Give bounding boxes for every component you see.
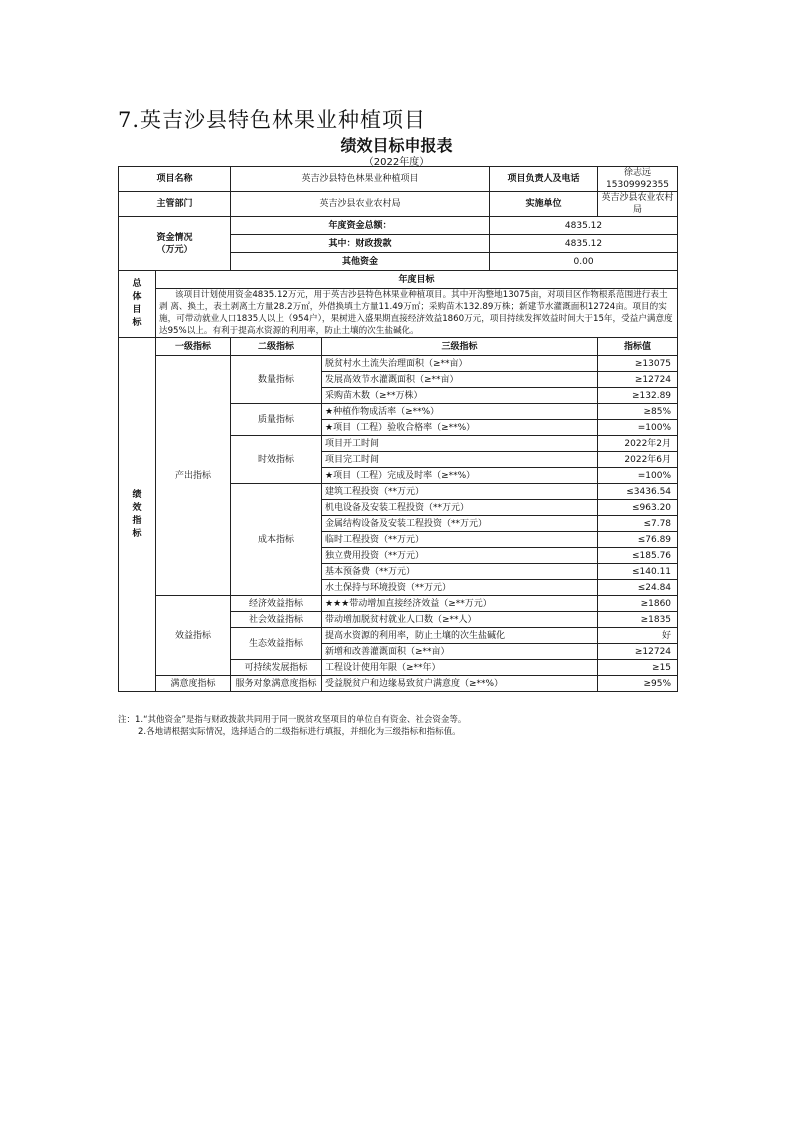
funds-label: 资金情况 （万元） bbox=[119, 217, 231, 271]
indicator-value: 2022年2月 bbox=[598, 436, 678, 452]
funds-fiscal-value: 4835.12 bbox=[490, 235, 678, 253]
leader-label: 项目负责人及电话 bbox=[490, 167, 598, 192]
footnote-2: 2.各地请根据实际情况，选择适合的二级指标进行填报，并细化为三级指标和指标值。 bbox=[138, 727, 461, 737]
indicator-name: 项目完工时间 bbox=[322, 452, 598, 468]
indicator-name: 新增和改善灌溉面积（≥**亩） bbox=[322, 644, 598, 660]
level1-benefit: 效益指标 bbox=[156, 596, 231, 676]
table-row bbox=[119, 356, 678, 372]
indicator-name: 带动增加脱贫村就业人口数（≥**人） bbox=[322, 612, 598, 628]
indicator-value: ≥85% bbox=[598, 404, 678, 420]
indicator-header-row bbox=[119, 338, 678, 356]
indicator-value: ≥15 bbox=[598, 660, 678, 676]
indicator-value: ≥1835 bbox=[598, 612, 678, 628]
indicator-value: ≤140.11 bbox=[598, 564, 678, 580]
indicator-value: ≤3436.54 bbox=[598, 484, 678, 500]
footnote-1: 注：1.“其他资金”是指与财政拨款共同用于同一脱贫攻坚项目的单位自有资金、社会资金等。 bbox=[118, 715, 467, 725]
indicator-value: ≥132.89 bbox=[598, 388, 678, 404]
indicator-value: ≤76.89 bbox=[598, 532, 678, 548]
indicator-name: 基本预备费（**万元） bbox=[322, 564, 598, 580]
indicator-side-label: 绩 效 指 标 bbox=[119, 338, 156, 692]
footnotes bbox=[118, 714, 466, 738]
goal-header-row bbox=[119, 271, 678, 289]
project-name-label: 项目名称 bbox=[119, 167, 231, 192]
dept-label: 主管部门 bbox=[119, 192, 231, 217]
indicator-name: 水土保持与环境投资（**万元） bbox=[322, 580, 598, 596]
indicator-name: 独立费用投资（**万元） bbox=[322, 548, 598, 564]
goal-text: 该项目计划使用资金4835.12万元，用于英吉沙县特色林果业种植项目。其中开沟整地13075亩，对项目区作物根系范围进行表土剥 离、换土，表土剥离土方量28.2万㎡，外借换填土方量11.49万㎡；采购苗木132.89万株；新建节水灌溉面积12724亩。项目的实施，可带动就业人口1835人以上（954户），果树进入盛果期直接经济效益1860万元，项目持续发挥效益时间大于15年，受益户满意度达95%以上。有利于提高水资源的利用率，防止土壤的次生盐碱化。 bbox=[156, 289, 678, 338]
indicator-value: ≤185.76 bbox=[598, 548, 678, 564]
level2-quantity: 数量指标 bbox=[231, 356, 322, 404]
indicator-name: 工程设计使用年限（≥**年） bbox=[322, 660, 598, 676]
indicator-value: ≥1860 bbox=[598, 596, 678, 612]
indicator-name: 临时工程投资（**万元） bbox=[322, 532, 598, 548]
header-value: 指标值 bbox=[598, 338, 678, 356]
indicator-value: ≥12724 bbox=[598, 372, 678, 388]
performance-target-table bbox=[118, 166, 678, 692]
funds-other-label: 其他资金 bbox=[231, 253, 490, 271]
level1-output: 产出指标 bbox=[156, 356, 231, 596]
level2-social: 社会效益指标 bbox=[231, 612, 322, 628]
level1-satisfaction: 满意度指标 bbox=[156, 676, 231, 692]
goal-text-row bbox=[119, 289, 678, 338]
level2-ecological: 生态效益指标 bbox=[231, 628, 322, 660]
indicator-value: =100% bbox=[598, 420, 678, 436]
indicator-value: ≥13075 bbox=[598, 356, 678, 372]
form-year: （2022年度） bbox=[363, 157, 430, 168]
table-row bbox=[119, 676, 678, 692]
leader-value: 徐志远15309992355 bbox=[598, 167, 678, 192]
indicator-name: 项目开工时间 bbox=[322, 436, 598, 452]
indicator-name: ★★★带动增加直接经济效益（≥**万元） bbox=[322, 596, 598, 612]
level2-cost: 成本指标 bbox=[231, 484, 322, 596]
funds-total-label: 年度资金总额： bbox=[231, 217, 490, 235]
indicator-name: ★项目（工程）完成及时率（≥**%） bbox=[322, 468, 598, 484]
goal-side-label: 总 体 目 标 bbox=[119, 271, 156, 338]
level2-economic: 经济效益指标 bbox=[231, 596, 322, 612]
indicator-name: 建筑工程投资（**万元） bbox=[322, 484, 598, 500]
indicator-name: ★种植作物成活率（≥**%） bbox=[322, 404, 598, 420]
goal-header: 年度目标 bbox=[156, 271, 678, 289]
header-level1: 一级指标 bbox=[156, 338, 231, 356]
indicator-name: 金属结构设备及安装工程投资（**万元） bbox=[322, 516, 598, 532]
level2-time: 时效指标 bbox=[231, 436, 322, 484]
project-name-value: 英吉沙县特色林果业种植项目 bbox=[231, 167, 490, 192]
indicator-value: ≤7.78 bbox=[598, 516, 678, 532]
form-title: 绩效目标申报表 bbox=[340, 136, 453, 155]
impl-label: 实施单位 bbox=[490, 192, 598, 217]
dept-row bbox=[119, 192, 678, 217]
level2-service: 服务对象满意度指标 bbox=[231, 676, 322, 692]
project-name-row bbox=[119, 167, 678, 192]
header-level3: 三级指标 bbox=[322, 338, 598, 356]
indicator-name: 发展高效节水灌溉面积（≥**亩） bbox=[322, 372, 598, 388]
indicator-value: ≥12724 bbox=[598, 644, 678, 660]
funds-total-row bbox=[119, 217, 678, 235]
indicator-name: 提高水资源的利用率，防止土壤的次生盐碱化 bbox=[322, 628, 598, 644]
indicator-value: =100% bbox=[598, 468, 678, 484]
indicator-value: ≤24.84 bbox=[598, 580, 678, 596]
indicator-value: 2022年6月 bbox=[598, 452, 678, 468]
section-heading: 7.英吉沙县特色林果业种植项目 bbox=[118, 108, 427, 132]
funds-total-value: 4835.12 bbox=[490, 217, 678, 235]
table-row bbox=[119, 596, 678, 612]
funds-other-value: 0.00 bbox=[490, 253, 678, 271]
funds-fiscal-label: 其中：财政拨款 bbox=[231, 235, 490, 253]
indicator-value: ≥95% bbox=[598, 676, 678, 692]
indicator-name: 机电设备及安装工程投资（**万元） bbox=[322, 500, 598, 516]
level2-quality: 质量指标 bbox=[231, 404, 322, 436]
impl-value: 英吉沙县农业农村局 bbox=[598, 192, 678, 217]
indicator-name: 采购苗木数（≥**万株） bbox=[322, 388, 598, 404]
indicator-name: 受益脱贫户和边缘易致贫户满意度（≥**%） bbox=[322, 676, 598, 692]
indicator-value: ≤963.20 bbox=[598, 500, 678, 516]
level2-sustainable: 可持续发展指标 bbox=[231, 660, 322, 676]
header-level2: 二级指标 bbox=[231, 338, 322, 356]
indicator-name: 脱贫村水土流失治理面积（≥**亩） bbox=[322, 356, 598, 372]
indicator-value: 好 bbox=[598, 628, 678, 644]
dept-value: 英吉沙县农业农村局 bbox=[231, 192, 490, 217]
indicator-name: ★项目（工程）验收合格率（≥**%） bbox=[322, 420, 598, 436]
